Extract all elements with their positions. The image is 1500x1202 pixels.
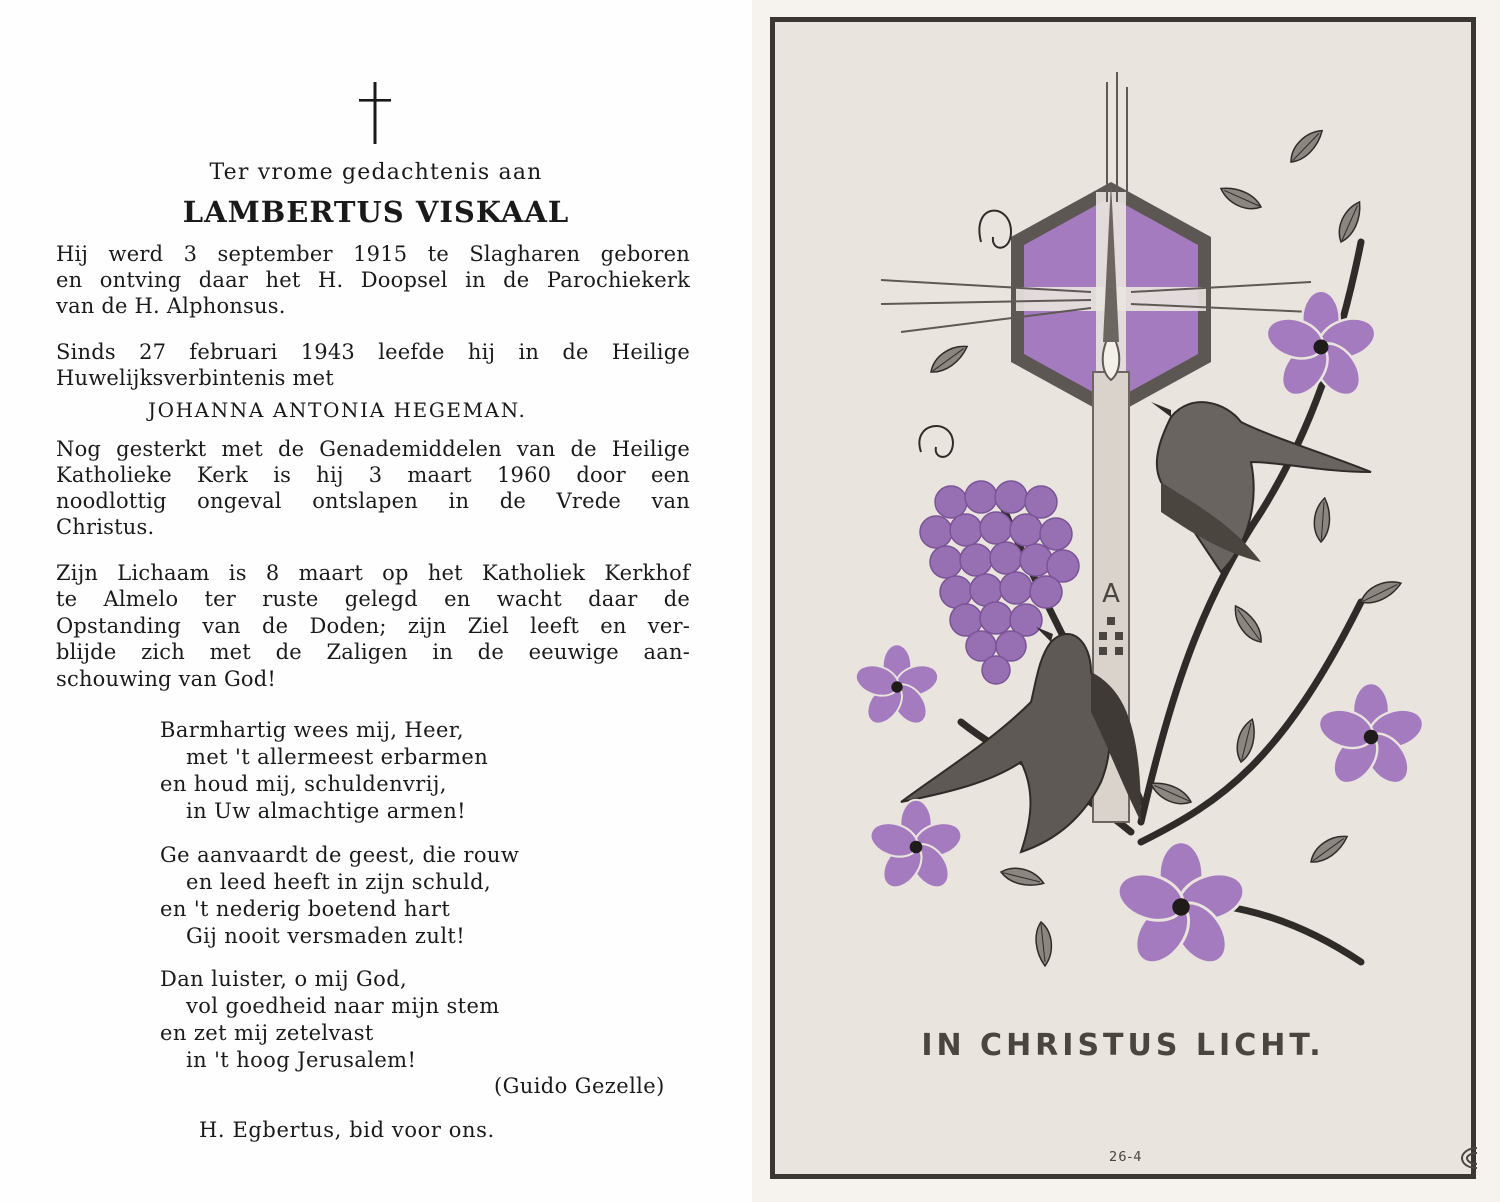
poem-line: in 't hoog Jerusalem!: [186, 1048, 417, 1072]
prayer-line: H. Egbertus, bid voor ons.: [199, 1118, 495, 1142]
dove-icon: [1151, 402, 1371, 572]
flower-icon: [1112, 842, 1250, 973]
poem-line: en houd mij, schuldenvrij,: [160, 772, 447, 796]
burial-line: Opstanding van de Doden; zijn Ziel leeft en ver-: [56, 614, 690, 638]
marriage-line: Huwelijksverbintenis met: [56, 366, 334, 390]
card-motto: IN CHRISTUS LICHT.: [921, 1028, 1325, 1063]
birth-line: Hij werd 3 september 1915 te Slagharen geboren: [56, 242, 690, 266]
burial-line: te Almelo ter ruste gelegd en wacht daar de: [56, 587, 690, 611]
publisher-mark-icon: [1459, 1145, 1481, 1171]
poem-line: en leed heeft in zijn schuld,: [186, 870, 492, 894]
flower-icon: [852, 644, 942, 730]
flower-icon: [1314, 683, 1428, 791]
poem-line: met 't allermeest erbarmen: [186, 745, 489, 769]
death-line: noodlottig ongeval ontslapen in de Vrede van: [56, 489, 690, 513]
spouse-name: JOHANNA ANTONIA HEGEMAN.: [148, 398, 527, 422]
flower-icon: [866, 800, 966, 895]
burial-line: Zijn Lichaam is 8 maart op het Katholiek Kerkhof: [56, 561, 690, 585]
death-line: Katholieke Kerk is hij 3 maart 1960 door een: [56, 463, 690, 487]
poem-line: vol goedheid naar mijn stem: [186, 994, 500, 1018]
marriage-line: Sinds 27 februari 1943 leefde hij in de Heilige: [56, 340, 690, 364]
deceased-name: LAMBERTUS VISKAAL: [182, 195, 570, 229]
cross-icon: [355, 82, 395, 144]
death-line: Nog gesterkt met de Genademiddelen van de Heilige: [56, 437, 690, 461]
birth-line: en ontving daar het H. Doopsel in de Parochiekerk: [56, 268, 690, 292]
poem-line: Gij nooit versmaden zult!: [186, 924, 466, 948]
poem-line: in Uw almachtige armen!: [186, 799, 466, 823]
poem-line: en zet mij zetelvast: [160, 1021, 374, 1045]
poem-line: Barmhartig wees mij, Heer,: [160, 718, 465, 742]
card-frame: [770, 17, 1476, 1179]
illustration: [841, 42, 1441, 1022]
death-line: Christus.: [56, 515, 155, 539]
burial-line: schouwing van God!: [56, 667, 277, 691]
card-number: 26-4: [1109, 1150, 1143, 1165]
poet-attribution: (Guido Gezelle): [494, 1074, 665, 1098]
poem-line: Ge aanvaardt de geest, die rouw: [160, 843, 520, 867]
poem-line: en 't nederig boetend hart: [160, 897, 451, 921]
birth-line: van de H. Alphonsus.: [56, 294, 286, 318]
poem-line: Dan luister, o mij God,: [160, 967, 408, 991]
alpha-letter: A: [1102, 579, 1120, 609]
burial-line: blijde zich met de Zaligen in de eeuwige aan-: [56, 640, 690, 664]
memorial-picture-page: [752, 0, 1500, 1202]
intro-line: Ter vrome gedachtenis aan: [209, 160, 543, 185]
